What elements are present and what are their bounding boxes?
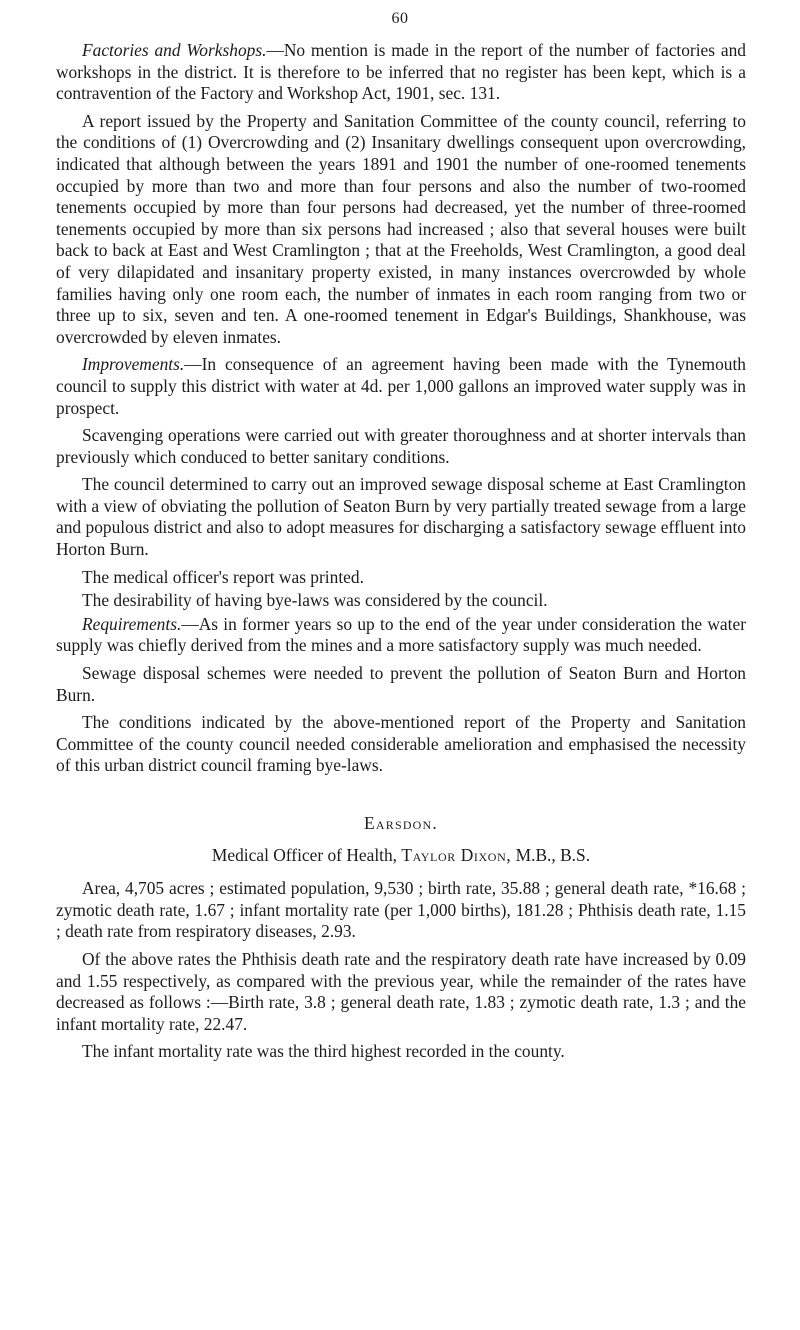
page-number: 60 xyxy=(391,10,409,27)
property-report-paragraph: A report issued by the Property and Sanitation Committee of the county council, referring to the conditions of (1) Overcrowding and (2) Insanitary dwellings consequent upon overcrowding, indicated that although between the years 1891 and 1901 the number of one-roomed tenements occupied by more than two and more than four persons and also the number of two-roomed tenements occupied by more than four persons had decreased, yet the number of three-roomed tenements occupied by more than six persons had increased ; also that several houses were built back to back at East and West Cramlington ; that at the Freeholds, West Cramlington, a good deal of very dilapidated and insanitary property existed, in many instances overcrowded by whole families having only one room each, the number of inmates in each room ranging from two or three up to six, seven and ten. A one-roomed tenement in Edgar's Buildings, Shankhouse, was overcrowded by eleven inmates. xyxy=(56,110,746,347)
factories-text: —No mention is made in the report of the number of factories and workshops in the district. It is therefore to be inferred that no register has been kept, which is a contravention of the Factory and Workshop Act, 1901, sec. 131. xyxy=(56,40,746,104)
sewage-scheme-paragraph: The council determined to carry out an improved sewage disposal scheme at East Cramlington with a view of obviating the pollution of Seaton Burn by very partially treated sewage from a large and populous district and also to adopt measures for discharging a satisfactory sewage effluent into Horton Burn. xyxy=(56,474,746,560)
requirements-paragraph xyxy=(56,614,746,657)
factories-heading: Factories and Workshops. xyxy=(82,40,267,60)
factories-paragraph xyxy=(56,40,746,105)
officer-prefix: Medical Officer of Health, xyxy=(211,844,402,865)
medical-officer-line xyxy=(56,845,746,867)
earsdon-comparison-paragraph: Of the above rates the Phthisis death rate and the respiratory death rate have increased by 0.09 and 1.55 respectively, as compared with the previous year, while the remainder of the rates have decreased as follows :—Birth rate, 3.8 ; general death rate, 1.83 ; zymotic death rate, 1.3 ; and the infant mortality rate, 22.47. xyxy=(56,948,746,1034)
page-body xyxy=(56,40,746,1069)
scavenging-paragraph: Scavenging operations were carried out with greater thoroughness and at shorter intervals than previously which conduced to better sanitary conditions. xyxy=(56,425,746,467)
improvements-paragraph xyxy=(56,354,746,419)
earsdon-stats-paragraph: Area, 4,705 acres ; estimated population, 9,530 ; birth rate, 35.88 ; general death rate, *16.68 ; zymotic death rate, 1.67 ; infant mortality rate (per 1,000 births), 181.28 ; Phthisis death rate, 1.15 ; death rate from respiratory diseases, 2.93. xyxy=(56,878,746,942)
report-printed-paragraph: The medical officer's report was printed. xyxy=(82,566,364,587)
improvements-heading: Improvements. xyxy=(82,354,185,375)
sewage-needed-paragraph: Sewage disposal schemes were needed to prevent the pollution of Seaton Burn and Horton Burn. xyxy=(56,663,746,705)
earsdon-heading: Earsdon. xyxy=(363,813,438,833)
improvements-text: —In consequence of an agreement having been made with the Tynemouth council to supply this district with water at 4d. per 1,000 gallons an improved water supply was in prospect. xyxy=(56,354,746,418)
requirements-heading: Requirements. xyxy=(82,613,182,634)
conditions-paragraph: The conditions indicated by the above-mentioned report of the Property and Sanitation Committee of the county council needed considerable amelioration and emphasised the necessity of this urban district council framing bye-laws. xyxy=(56,712,746,776)
earsdon-infant-paragraph: The infant mortality rate was the third highest recorded in the county. xyxy=(82,1041,565,1062)
requirements-text: —As in former years so up to the end of the year under consideration the water supply was chiefly derived from the mines and a more satisfactory supply was much needed. xyxy=(56,613,746,656)
officer-suffix: M.B., B.S. xyxy=(511,844,591,865)
byelaws-paragraph: The desirability of having bye-laws was considered by the council. xyxy=(82,590,548,611)
officer-name: Taylor Dixon, xyxy=(401,844,512,865)
